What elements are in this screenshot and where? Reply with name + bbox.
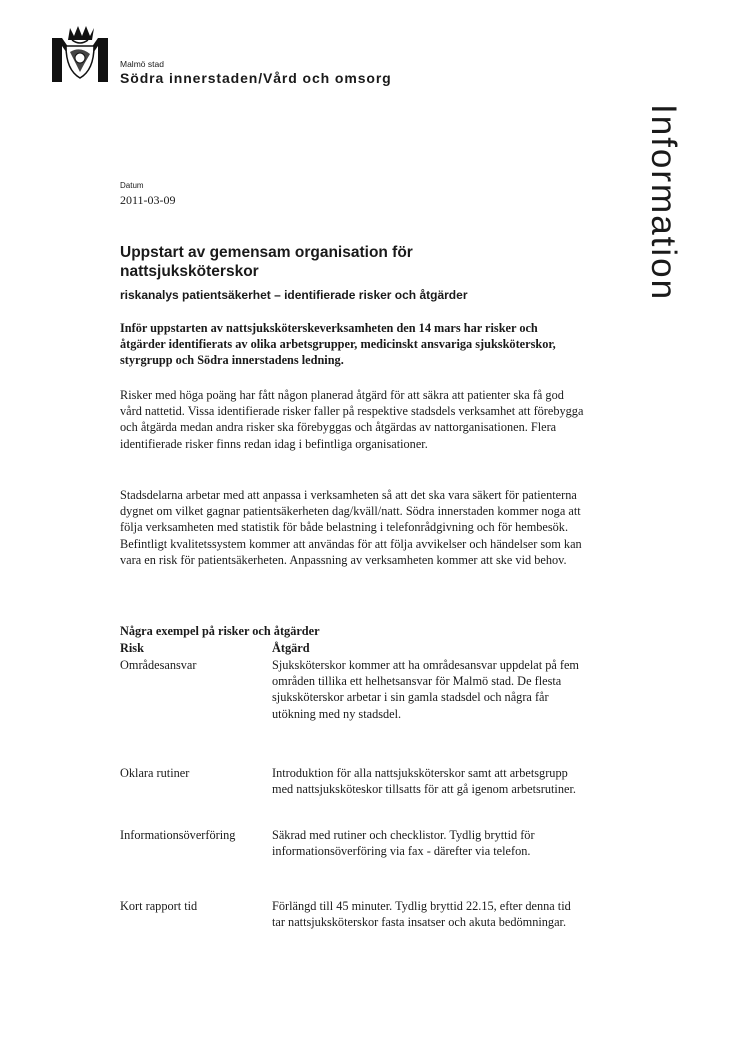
examples-heading: Några exempel på risker och åtgärder [120, 624, 320, 638]
risk-cell: Informationsöverföring [120, 828, 236, 842]
action-cell: Sjuksköterskor kommer att ha områdesansvar uppdelat på fem områden tillika ett helhetsansvar för Malmö stad. De flesta sjuksköterskor arbetar i sin gamla stadsdel och några får utökning med ny stadsdel. [272, 658, 579, 721]
action-cell: Introduktion för alla nattsjuksköterskor samt att arbetsgrupp med nattsjuksköteskor tillsatts för att gå igenom arbetsrutiner. [272, 766, 576, 797]
date-value: 2011-03-09 [120, 193, 176, 207]
action-cell: Säkrad med rutiner och checklistor. Tydlig bryttid för informationsöverföring via fax - därefter via telefon. [272, 828, 535, 859]
organization-name: Malmö stad [120, 59, 164, 69]
document-type-label: Information [644, 104, 683, 302]
risk-column-header: Risk [120, 641, 144, 655]
risk-cell: Områdesansvar [120, 658, 197, 672]
lead-paragraph: Inför uppstarten av nattsjuksköterskeverksamheten den 14 mars har risker och åtgärder identifierats av olika arbetsgrupper, medicinskt ansvariga sjuksköterskor, styrgrupp och Södra innerstadens ledning. [120, 321, 556, 367]
date-label: Datum [120, 181, 144, 190]
malmo-stad-logo [52, 24, 108, 82]
document-subtitle: riskanalys patientsäkerhet – identifierade risker och åtgärder [120, 288, 468, 302]
risk-cell: Kort rapport tid [120, 899, 198, 913]
body-paragraph: Stadsdelarna arbetar med att anpassa i verksamheten så att det ska vara säkert för patienterna dygnet om vilket gagnar patientsäkerheten dag/kväll/natt. Södra innerstaden kommer noga att följa verksamheten med statistik för både belastning i telefonrådgivning och för hembesök. Befintligt kvalitetssystem kommer att användas för att följa avvikelser och händelser som kan vara en risk för patientsäkerheten. Anpassning av verksamheten kommer att ske vid behov. [120, 488, 582, 567]
risk-cell: Oklara rutiner [120, 766, 190, 780]
body-paragraph: Risker med höga poäng har fått någon planerad åtgärd för att säkra att patienter ska få god vård nattetid. Vissa identifierade risker faller på respektive stadsdels verksamhet att förebygga och åtgärda medan andra risker ska förebyggas och åtgärdas av nattorganisationen. Flera identifierade risker finns redan idag i befintliga organisationer. [120, 388, 584, 451]
action-column-header: Åtgärd [272, 641, 310, 655]
department-name: Södra innerstaden/Vård och omsorg [120, 70, 392, 86]
document-title: Uppstart av gemensam organisation för nattsjuksköterskor [120, 244, 413, 280]
action-cell: Förlängd till 45 minuter. Tydlig bryttid 22.15, efter denna tid tar nattsjuksköterskor fasta insatser och akuta bedömningar. [272, 899, 571, 930]
